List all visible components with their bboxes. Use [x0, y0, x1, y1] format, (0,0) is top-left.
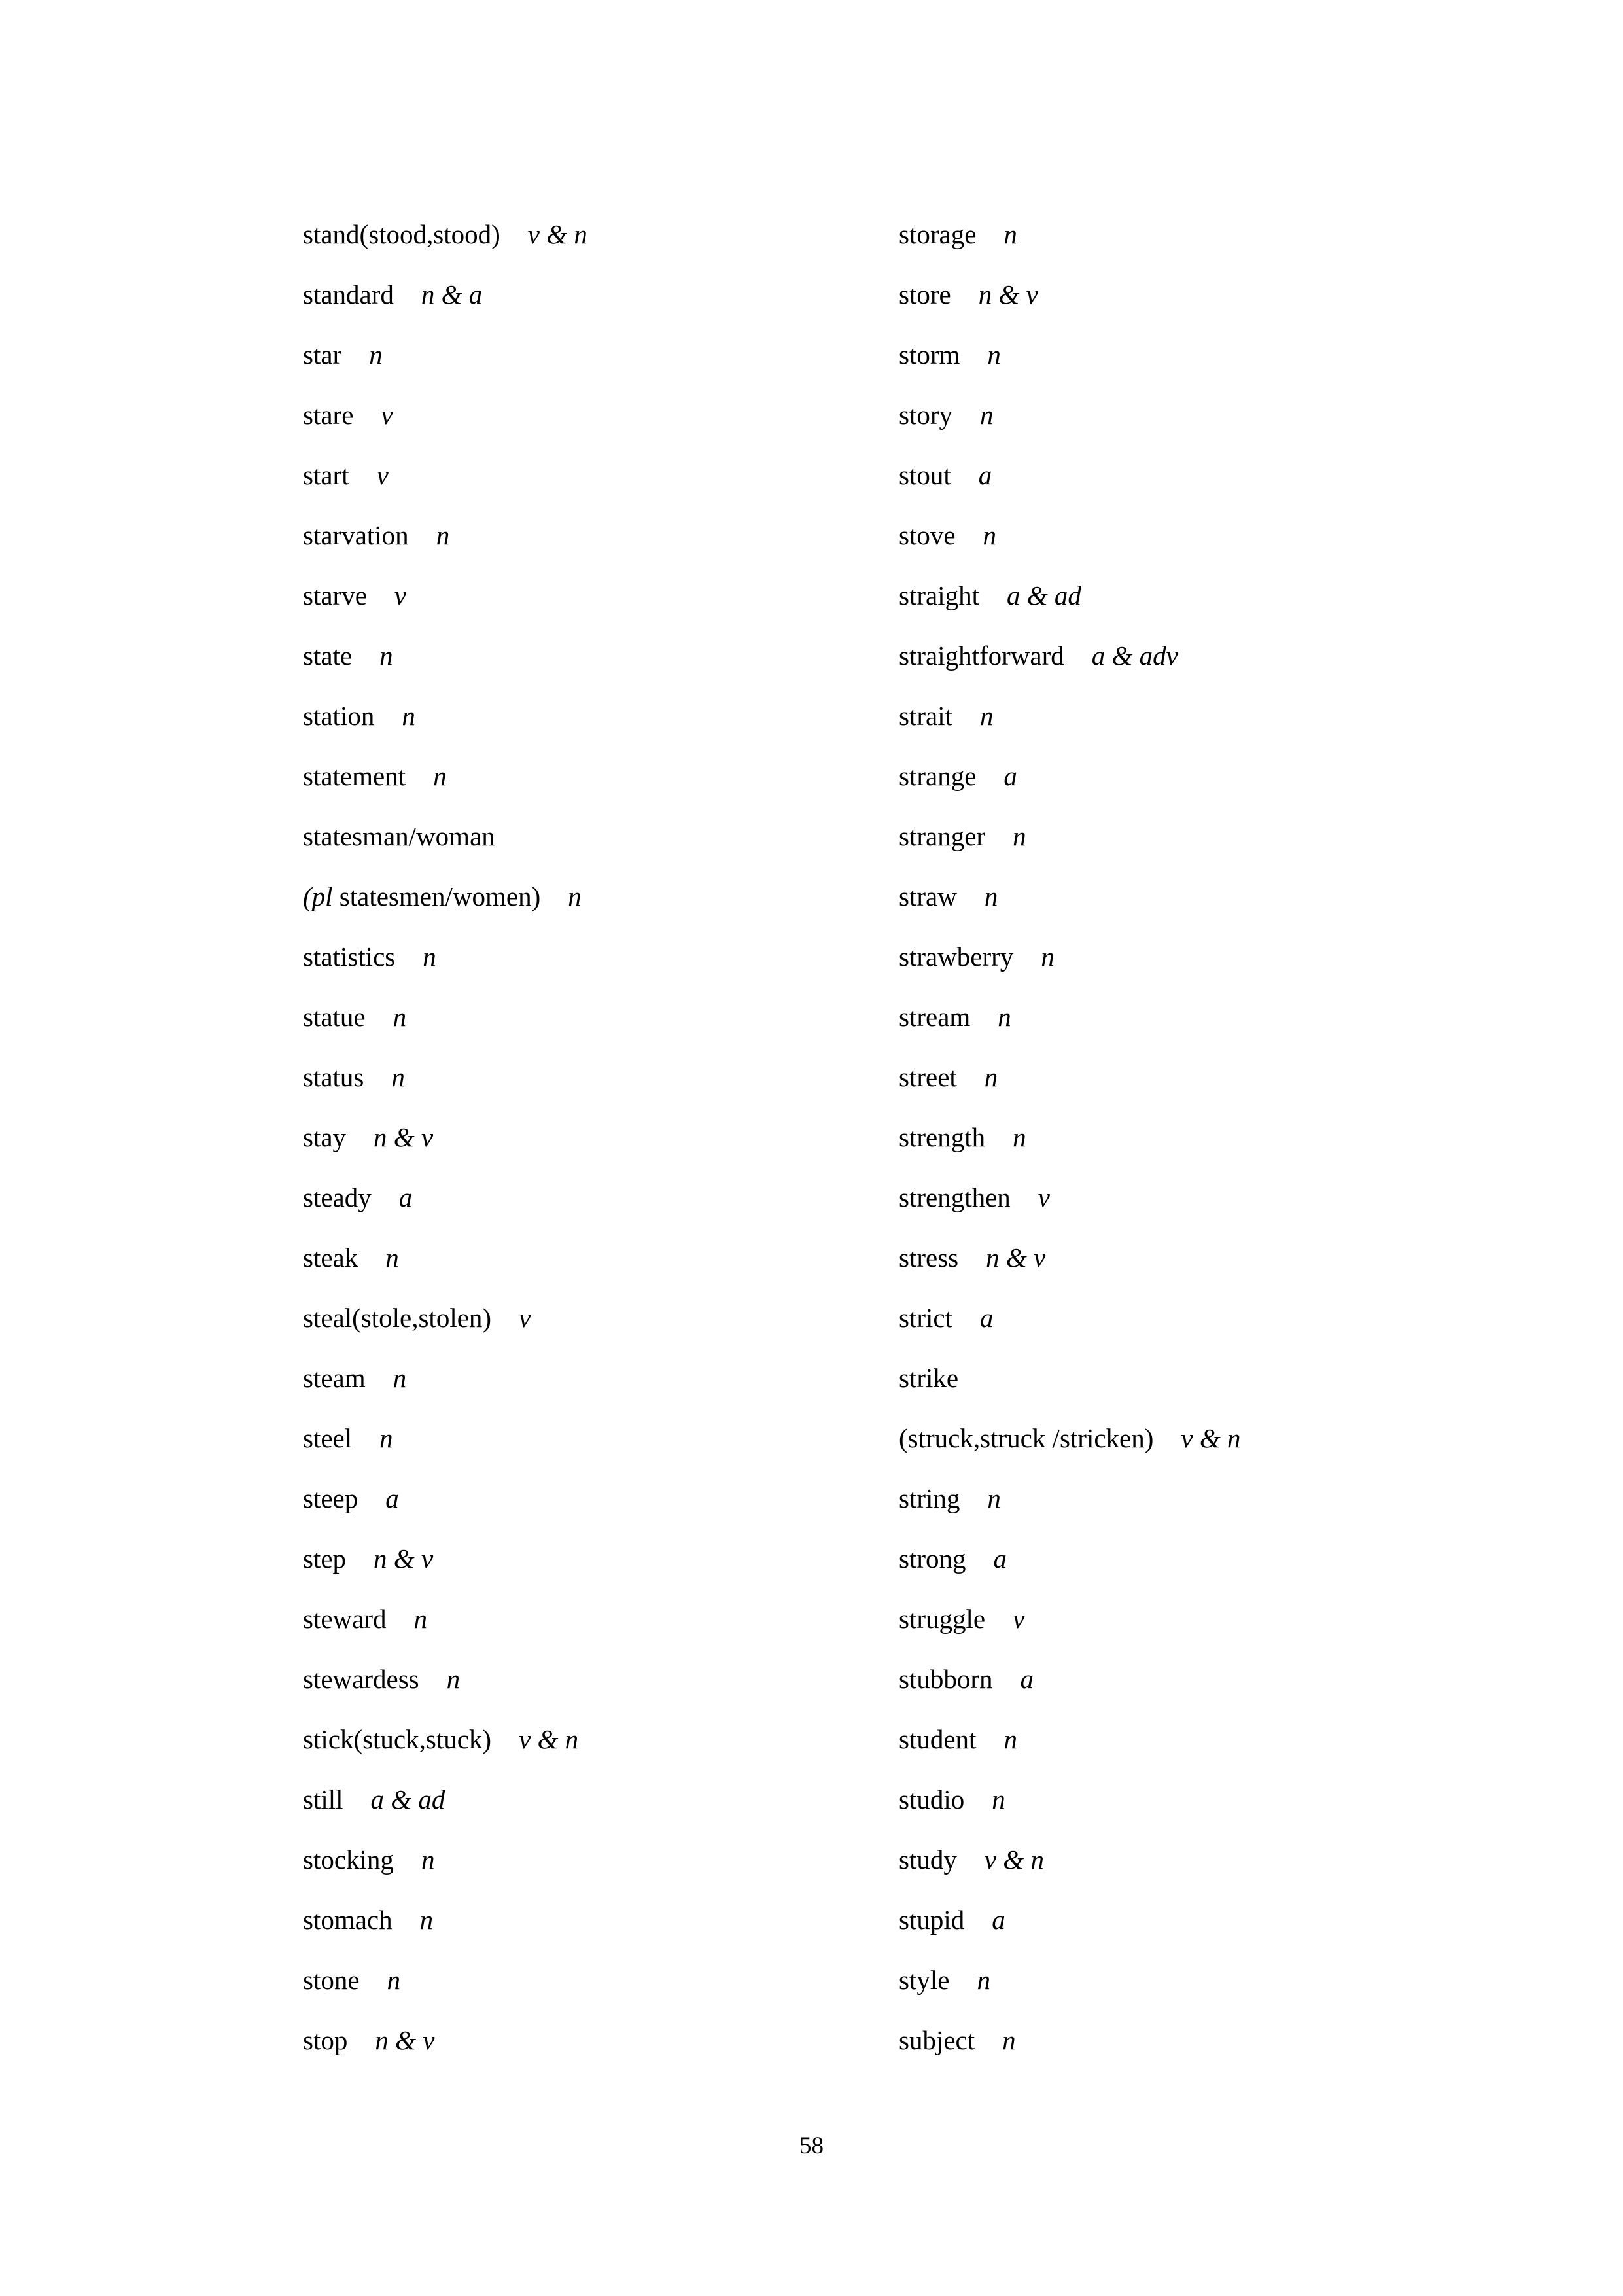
entry-part-of-speech: n — [423, 942, 436, 972]
entry-word: stop — [303, 2025, 348, 2055]
entry-word: (struck,struck /stricken) — [899, 1423, 1154, 1453]
vocabulary-entry — [303, 1360, 587, 1420]
entry-word: stomach — [303, 1905, 393, 1935]
entry-word: stout — [899, 460, 951, 490]
entry-part-of-speech: v — [1038, 1182, 1050, 1212]
vocabulary-entry — [303, 1420, 587, 1480]
entry-part-of-speech: n — [1003, 1724, 1017, 1754]
entry-part-of-speech: n — [391, 1062, 405, 1092]
entry-part-of-speech: n — [979, 701, 994, 731]
vocabulary-entry — [303, 698, 587, 758]
entry-word: stick(stuck,stuck) — [303, 1724, 492, 1754]
entry-word: stone — [303, 1965, 360, 1995]
entry-word: strike — [899, 1363, 959, 1393]
entry-part-of-speech: n — [992, 1784, 1005, 1814]
entry-word: stranger — [899, 821, 986, 851]
entry-part-of-speech: n — [387, 1965, 401, 1995]
vocabulary-entry — [303, 577, 587, 637]
entry-word: standard — [303, 279, 394, 309]
entry-part-of-speech: v — [394, 580, 407, 610]
entry-word: steel — [303, 1423, 353, 1453]
entry-part-of-speech: v & n — [1181, 1423, 1241, 1453]
entry-part-of-speech: v — [1013, 1604, 1025, 1634]
entry-word: stove — [899, 520, 956, 550]
vocabulary-entry — [899, 818, 1240, 878]
vocabulary-entry — [899, 1179, 1240, 1239]
entry-word: steep — [303, 1483, 358, 1513]
entry-part-of-speech: n — [568, 881, 582, 911]
entry-word: stare — [303, 400, 354, 430]
entry-part-of-speech: n — [433, 761, 447, 791]
entry-word: starve — [303, 580, 367, 610]
entry-part-of-speech: n — [393, 1363, 407, 1393]
entry-word: strange — [899, 761, 977, 791]
entry-word: strength — [899, 1122, 986, 1152]
entry-part-of-speech: v & n — [984, 1845, 1044, 1875]
entry-word: steal(stole,stolen) — [303, 1303, 492, 1333]
entry-part-of-speech: a — [993, 1544, 1007, 1574]
entry-part-of-speech: a — [992, 1905, 1005, 1935]
vocabulary-entry — [303, 938, 587, 998]
entry-word: start — [303, 460, 349, 490]
entry-word: star — [303, 340, 342, 370]
entry-word: store — [899, 279, 951, 309]
vocabulary-entry — [303, 397, 587, 457]
vocabulary-entry — [303, 276, 587, 336]
entry-part-of-speech: a — [1020, 1664, 1034, 1694]
vocabulary-entry — [303, 2022, 587, 2082]
entry-word: stand(stood,stood) — [303, 219, 500, 249]
vocabulary-entry — [303, 336, 587, 397]
entry-part-of-speech: n — [977, 1965, 990, 1995]
entry-word: steak — [303, 1243, 358, 1273]
vocabulary-entry — [303, 1299, 587, 1360]
entry-part-of-speech: n — [983, 520, 997, 550]
vocabulary-entry — [899, 1059, 1240, 1119]
vocabulary-entry — [303, 216, 587, 276]
entry-word: state — [303, 641, 353, 671]
vocabulary-entry — [899, 998, 1240, 1059]
vocabulary-entry — [303, 1239, 587, 1299]
vocabulary-entry — [303, 1721, 587, 1781]
vocabulary-entry — [303, 1480, 587, 1540]
entry-word: storage — [899, 219, 977, 249]
vocabulary-entry — [899, 1901, 1240, 1962]
entry-word: struggle — [899, 1604, 986, 1634]
page-number: 58 — [799, 2132, 824, 2159]
entry-part-of-speech: n — [1013, 821, 1026, 851]
entry-part-of-speech: a — [1003, 761, 1017, 791]
vocabulary-entry — [303, 1179, 587, 1239]
entry-word: steam — [303, 1363, 366, 1393]
vocabulary-entry — [899, 1360, 1240, 1420]
entry-word: statesman/woman — [303, 821, 495, 851]
vocabulary-entry — [899, 1299, 1240, 1360]
entry-part-of-speech: a & ad — [1006, 580, 1081, 610]
entry-part-of-speech: v — [381, 400, 393, 430]
entry-part-of-speech: n — [1003, 219, 1017, 249]
vocabulary-entry — [899, 397, 1240, 457]
entry-word: stupid — [899, 1905, 965, 1935]
vocabulary-column-left — [303, 216, 587, 2082]
entry-word: strong — [899, 1544, 966, 1574]
entry-word: straightforward — [899, 641, 1064, 671]
entry-part-of-speech: n — [1002, 2025, 1016, 2055]
vocabulary-column-right — [899, 216, 1240, 2082]
entry-word: starvation — [303, 520, 409, 550]
entry-part-of-speech: n — [446, 1664, 461, 1694]
entry-word: step — [303, 1544, 347, 1574]
entry-word: statistics — [303, 942, 396, 972]
entry-word: status — [303, 1062, 364, 1092]
entry-word: studio — [899, 1784, 965, 1814]
entry-part-of-speech: n — [436, 520, 450, 550]
entry-part-of-speech: a — [385, 1483, 399, 1513]
entry-part-of-speech: n — [980, 400, 994, 430]
entry-part-of-speech: v — [376, 460, 389, 490]
entry-part-of-speech: n & v — [374, 1122, 434, 1152]
vocabulary-entry — [303, 998, 587, 1059]
entry-word: stay — [303, 1122, 347, 1152]
vocabulary-entry — [899, 517, 1240, 577]
vocabulary-entry — [303, 1059, 587, 1119]
entry-word: string — [899, 1483, 960, 1513]
vocabulary-entry — [303, 1661, 587, 1721]
vocabulary-entry — [303, 1781, 587, 1841]
entry-part-of-speech: n — [385, 1243, 399, 1273]
entry-word: still — [303, 1784, 343, 1814]
entry-word: student — [899, 1724, 977, 1754]
entry-word: stubborn — [899, 1664, 993, 1694]
entry-part-of-speech: n — [379, 641, 393, 671]
vocabulary-entry — [899, 758, 1240, 818]
vocabulary-entry — [899, 1119, 1240, 1179]
vocabulary-entry — [303, 637, 587, 698]
entry-part-of-speech: n — [998, 1002, 1011, 1032]
vocabulary-entry — [899, 1420, 1240, 1480]
vocabulary-entry — [303, 878, 587, 938]
entry-word: statement — [303, 761, 406, 791]
entry-word: statue — [303, 1002, 366, 1032]
entry-part-of-speech: n — [987, 1483, 1001, 1513]
entry-part-of-speech: n & v — [978, 279, 1038, 309]
entry-word: statesmen/women) — [332, 881, 541, 911]
entry-part-of-speech: n — [379, 1423, 393, 1453]
vocabulary-entry — [899, 1600, 1240, 1661]
entry-word: steward — [303, 1604, 387, 1634]
entry-prefix: (pl — [303, 881, 333, 911]
vocabulary-entry — [303, 1540, 587, 1600]
vocabulary-entry — [899, 577, 1240, 637]
entry-part-of-speech: n — [402, 701, 415, 731]
entry-part-of-speech: a & adv — [1091, 641, 1178, 671]
vocabulary-entry — [899, 336, 1240, 397]
entry-word: subject — [899, 2025, 975, 2055]
vocabulary-entry — [899, 637, 1240, 698]
entry-part-of-speech: n — [393, 1002, 407, 1032]
vocabulary-entry — [899, 276, 1240, 336]
entry-part-of-speech: n — [1013, 1122, 1026, 1152]
vocabulary-entry — [303, 1901, 587, 1962]
entry-word: stewardess — [303, 1664, 419, 1694]
vocabulary-entry — [303, 1841, 587, 1901]
vocabulary-entry — [899, 1239, 1240, 1299]
vocabulary-entry — [899, 457, 1240, 517]
vocabulary-entry — [899, 698, 1240, 758]
entry-part-of-speech: a & ad — [370, 1784, 445, 1814]
entry-word: straw — [899, 881, 957, 911]
entry-word: stream — [899, 1002, 971, 1032]
vocabulary-entry — [899, 1962, 1240, 2022]
entry-word: strait — [899, 701, 952, 731]
entry-part-of-speech: n & v — [986, 1243, 1046, 1273]
entry-part-of-speech: n — [984, 881, 998, 911]
entry-word: street — [899, 1062, 957, 1092]
entry-word: style — [899, 1965, 950, 1995]
entry-part-of-speech: a — [979, 1303, 994, 1333]
entry-part-of-speech: n & a — [421, 279, 483, 309]
entry-word: storm — [899, 340, 960, 370]
vocabulary-entry — [303, 818, 587, 878]
entry-word: strengthen — [899, 1182, 1011, 1212]
vocabulary-entry — [899, 878, 1240, 938]
vocabulary-entry — [899, 1661, 1240, 1721]
entry-word: station — [303, 701, 375, 731]
vocabulary-entry — [303, 758, 587, 818]
entry-word: stress — [899, 1243, 959, 1273]
vocabulary-entry — [899, 1480, 1240, 1540]
entry-word: stocking — [303, 1845, 394, 1875]
entry-part-of-speech: v — [519, 1303, 531, 1333]
entry-word: study — [899, 1845, 957, 1875]
entry-part-of-speech: n & v — [374, 1544, 434, 1574]
entry-part-of-speech: v & n — [527, 219, 587, 249]
entry-word: steady — [303, 1182, 372, 1212]
entry-part-of-speech: n — [984, 1062, 998, 1092]
entry-part-of-speech: a — [978, 460, 992, 490]
vocabulary-entry — [899, 1781, 1240, 1841]
vocabulary-entry — [899, 1841, 1240, 1901]
vocabulary-entry — [899, 1721, 1240, 1781]
vocabulary-entry — [899, 2022, 1240, 2082]
entry-word: story — [899, 400, 952, 430]
entry-word: strawberry — [899, 942, 1014, 972]
entry-part-of-speech: v & n — [519, 1724, 579, 1754]
entry-word: strict — [899, 1303, 952, 1333]
entry-part-of-speech: a — [398, 1182, 413, 1212]
entry-part-of-speech: n — [419, 1905, 434, 1935]
entry-part-of-speech: n — [987, 340, 1001, 370]
vocabulary-entry — [303, 1962, 587, 2022]
vocabulary-entry — [303, 1119, 587, 1179]
entry-part-of-speech: n — [413, 1604, 428, 1634]
entry-part-of-speech: n — [1041, 942, 1055, 972]
vocabulary-entry — [899, 938, 1240, 998]
vocabulary-entry — [899, 1540, 1240, 1600]
vocabulary-entry — [303, 517, 587, 577]
vocabulary-entry — [303, 1600, 587, 1661]
entry-part-of-speech: n & v — [375, 2025, 435, 2055]
entry-part-of-speech: n — [421, 1845, 435, 1875]
entry-part-of-speech: n — [369, 340, 383, 370]
entry-word: straight — [899, 580, 979, 610]
vocabulary-entry — [899, 216, 1240, 276]
vocabulary-entry — [303, 457, 587, 517]
